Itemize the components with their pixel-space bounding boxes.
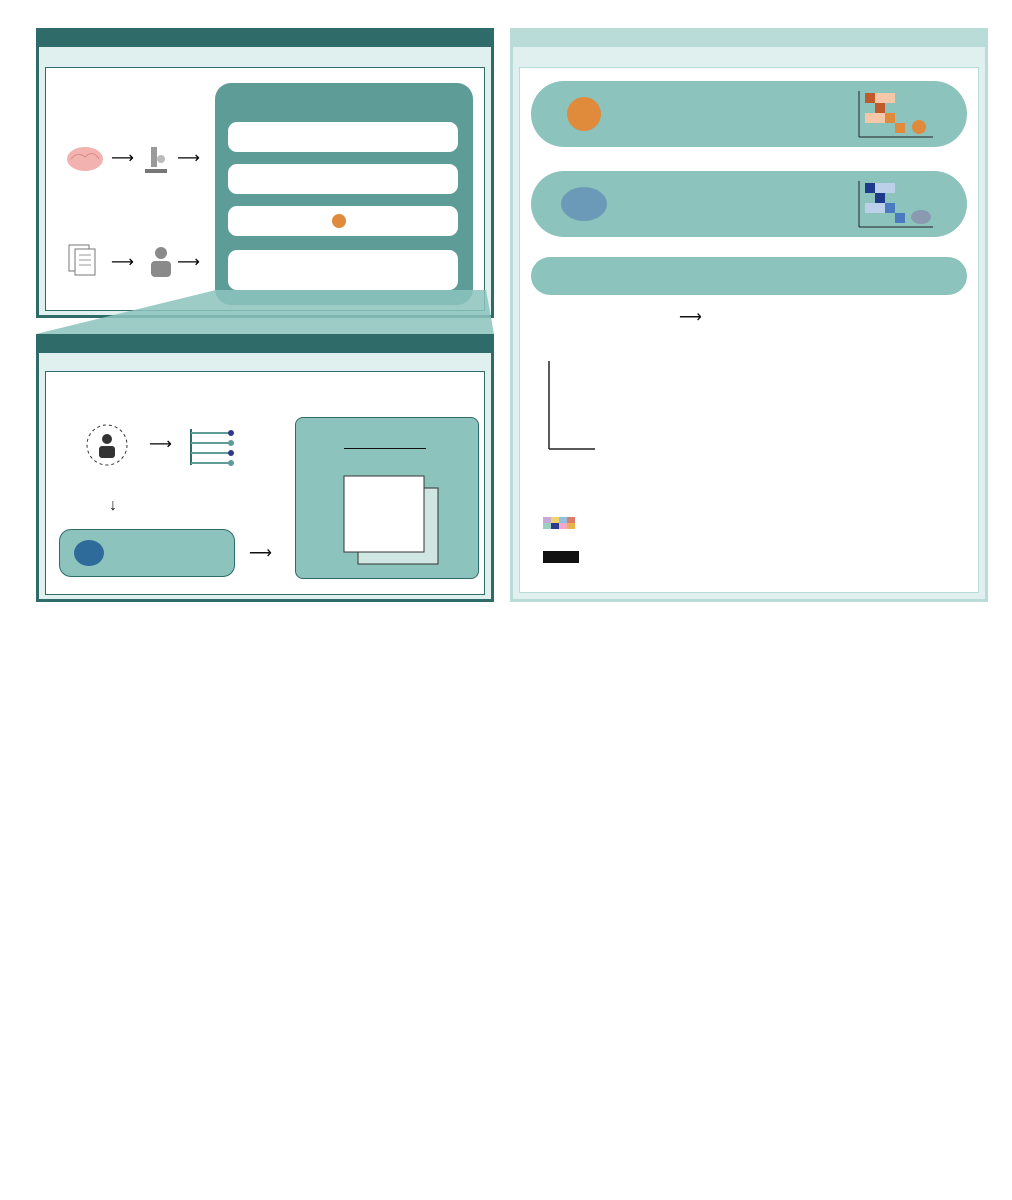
confusion-matrix-orange-icon	[835, 89, 935, 139]
trajectory-box	[295, 417, 479, 579]
down-arrow-icon: ↓	[109, 497, 117, 514]
svg-text:⟶: ⟶	[177, 252, 200, 271]
cd-legend-swatch	[543, 551, 579, 563]
cluster-arrow-icon: ⟶	[679, 309, 702, 326]
general-info-item	[227, 121, 459, 153]
labeling-person-icon	[87, 425, 127, 465]
clinical-subtype-pill	[531, 257, 967, 295]
svg-text:⟶: ⟶	[177, 148, 200, 167]
diagnostic-accuracy-pill	[531, 81, 967, 147]
right-arrow-icon: ⟶	[249, 545, 272, 562]
predict-nd-pill	[531, 171, 967, 237]
section-1-title	[39, 31, 491, 47]
ontology-tree-icon	[191, 429, 234, 466]
nbb-donor-files	[215, 83, 473, 305]
section-2-title	[39, 337, 491, 353]
svg-text:⟶: ⟶	[149, 434, 172, 453]
brain-icon	[67, 147, 103, 171]
svg-text:⟶: ⟶	[111, 148, 134, 167]
trajectory-grids	[316, 456, 456, 576]
label-ontology-icons	[79, 423, 309, 479]
microscope-icon	[145, 147, 167, 173]
neuropath-workflow-icons	[65, 139, 215, 179]
svg-text:⟶: ⟶	[111, 252, 134, 271]
nd-item	[227, 163, 459, 195]
confusion-matrix-blue-icon	[835, 179, 935, 229]
documents-icon	[69, 245, 95, 275]
cds-item	[227, 205, 459, 237]
section-clinical-attributes	[36, 28, 494, 318]
section-downstream-analysis	[510, 28, 988, 602]
brain-circuit-icon	[561, 187, 607, 221]
section-connector	[36, 290, 496, 336]
reader-person-icon	[151, 247, 171, 277]
umap-scatter	[535, 331, 685, 451]
clinician-icon	[332, 214, 346, 228]
clinician-icon	[567, 97, 601, 131]
nds-legend-swatch	[543, 517, 583, 531]
years-arrow-icon	[344, 448, 426, 449]
nlp-box	[59, 529, 235, 577]
section-3-title	[513, 31, 985, 47]
records-workflow-icons	[65, 241, 215, 283]
cluster-stacked-bars	[727, 307, 967, 573]
nlp-brain-icon	[74, 540, 104, 566]
clinical-history-item	[227, 249, 459, 291]
section-disease-trajectories	[36, 334, 494, 602]
